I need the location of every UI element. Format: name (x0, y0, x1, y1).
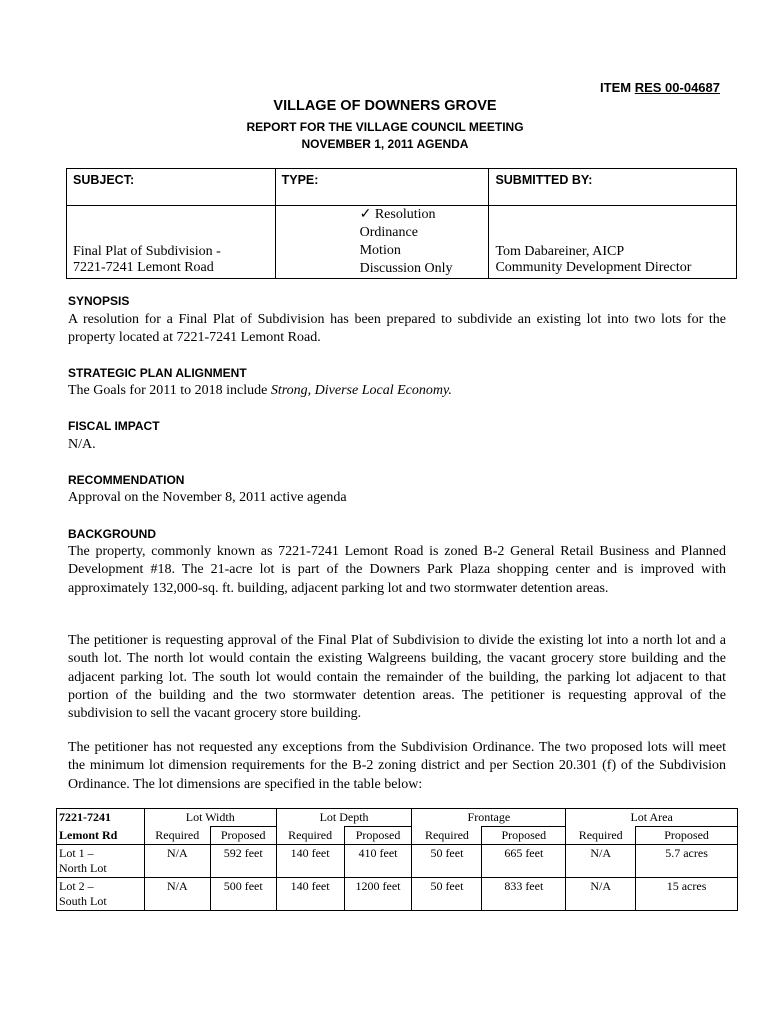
table-cell: 833 feet (482, 878, 566, 911)
item-number (600, 80, 720, 95)
table-cell: N/A (144, 845, 210, 878)
table-row (57, 845, 738, 878)
fiscal-heading: FISCAL IMPACT (68, 419, 160, 433)
column-header-proposed: Proposed (210, 827, 276, 845)
table-cell: 50 feet (412, 878, 482, 911)
submitted-value: Tom Dabareiner, AICP Community Development Director (495, 244, 692, 275)
background-heading: BACKGROUND (68, 527, 156, 541)
table-cell: N/A (144, 878, 210, 911)
column-header-proposed: Proposed (344, 827, 412, 845)
fiscal-text: N/A. (68, 437, 96, 452)
table-cell: 665 feet (482, 845, 566, 878)
row-label: Lot 1 – North Lot (57, 845, 145, 878)
group-lot-area: Lot Area (566, 809, 738, 827)
table-cell: 410 feet (344, 845, 412, 878)
document-subtitle: REPORT FOR THE VILLAGE COUNCIL MEETING (246, 120, 524, 134)
recommendation-text: Approval on the November 8, 2011 active agenda (68, 490, 347, 505)
column-header-required: Required (276, 827, 344, 845)
group-frontage: Frontage (412, 809, 566, 827)
table-cell: N/A (566, 845, 636, 878)
column-header-required: Required (566, 827, 636, 845)
strategic-text: The Goals for 2011 to 2018 include Strong, Diverse Local Economy. (68, 383, 452, 398)
item-code: RES 00-04687 (634, 80, 720, 95)
background-paragraph-2: The petitioner is requesting approval of the Final Plat of Subdivision to divide the existing lot into a north lot and a south lot. The north lot would contain the existing Walgreens building, the vacant grocery store building and the adjacent parking lot. The south lot would contain the remainder of the building, the parking lot adjacent to that portion of the building and the two stormwater detention areas. The petitioner is requesting approval of the subdivision to sell the vacant grocery store building. (68, 633, 726, 722)
subject-value: Final Plat of Subdivision - 7221-7241 Lemont Road (73, 244, 221, 275)
item-prefix: ITEM (600, 80, 632, 95)
table-cell: N/A (566, 878, 636, 911)
type-cell (275, 206, 489, 279)
meeting-date: NOVEMBER 1, 2011 AGENDA (301, 137, 469, 151)
subject-label: SUBJECT: (67, 169, 276, 206)
synopsis-text: A resolution for a Final Plat of Subdivision has been prepared to subdivide an existing lot into two lots for the property located at 7221-7241 Lemont Road. (68, 312, 726, 346)
row-label: Lot 2 – South Lot (57, 878, 145, 911)
background-paragraph-1: The property, commonly known as 7221-7241 Lemont Road is zoned B-2 General Retail Business and Planned Development #18. The 21-acre lot is part of the Downers Park Plaza shopping center and is improved with approximately 132,000-sq. ft. building, adjacent parking lot and two stormwater detention areas. (68, 544, 726, 596)
table-corner-line1: 7221-7241 (57, 809, 145, 827)
type-option-resolution: ✓ Resolution (359, 207, 436, 222)
column-header-proposed: Proposed (636, 827, 738, 845)
summary-table (66, 168, 737, 279)
column-header-required: Required (144, 827, 210, 845)
table-cell: 592 feet (210, 845, 276, 878)
group-lot-depth: Lot Depth (276, 809, 412, 827)
strategic-heading: STRATEGIC PLAN ALIGNMENT (68, 366, 247, 380)
document-title: VILLAGE OF DOWNERS GROVE (273, 98, 497, 114)
submitted-cell (489, 206, 737, 279)
column-header-proposed: Proposed (482, 827, 566, 845)
column-header-required: Required (412, 827, 482, 845)
table-cell: 500 feet (210, 878, 276, 911)
table-corner-line2: Lemont Rd (57, 827, 145, 845)
table-cell: 15 acres (636, 878, 738, 911)
type-option-discussion: Discussion Only (359, 261, 453, 276)
submitted-label: SUBMITTED BY: (489, 169, 737, 206)
table-cell: 5.7 acres (636, 845, 738, 878)
group-lot-width: Lot Width (144, 809, 276, 827)
table-cell: 140 feet (276, 878, 344, 911)
table-cell: 50 feet (412, 845, 482, 878)
type-option-ordinance: Ordinance (359, 225, 418, 240)
background-paragraph-3: The petitioner has not requested any exceptions from the Subdivision Ordinance. The two proposed lots will meet the minimum lot dimension requirements for the B-2 zoning district and per Section 20.301 (f) of the Subdivision Ordinance. The lot dimensions are specified in the table below: (68, 740, 726, 792)
lot-dimensions-table (56, 808, 738, 911)
table-cell: 140 feet (276, 845, 344, 878)
table-row (57, 878, 738, 911)
type-option-motion: Motion (359, 243, 401, 258)
subject-cell (67, 206, 276, 279)
recommendation-heading: RECOMMENDATION (68, 473, 185, 487)
type-options (282, 206, 483, 278)
type-label: TYPE: (275, 169, 489, 206)
synopsis-heading: SYNOPSIS (68, 294, 130, 308)
table-cell: 1200 feet (344, 878, 412, 911)
strategic-goal: Strong, Diverse Local Economy. (270, 383, 452, 398)
